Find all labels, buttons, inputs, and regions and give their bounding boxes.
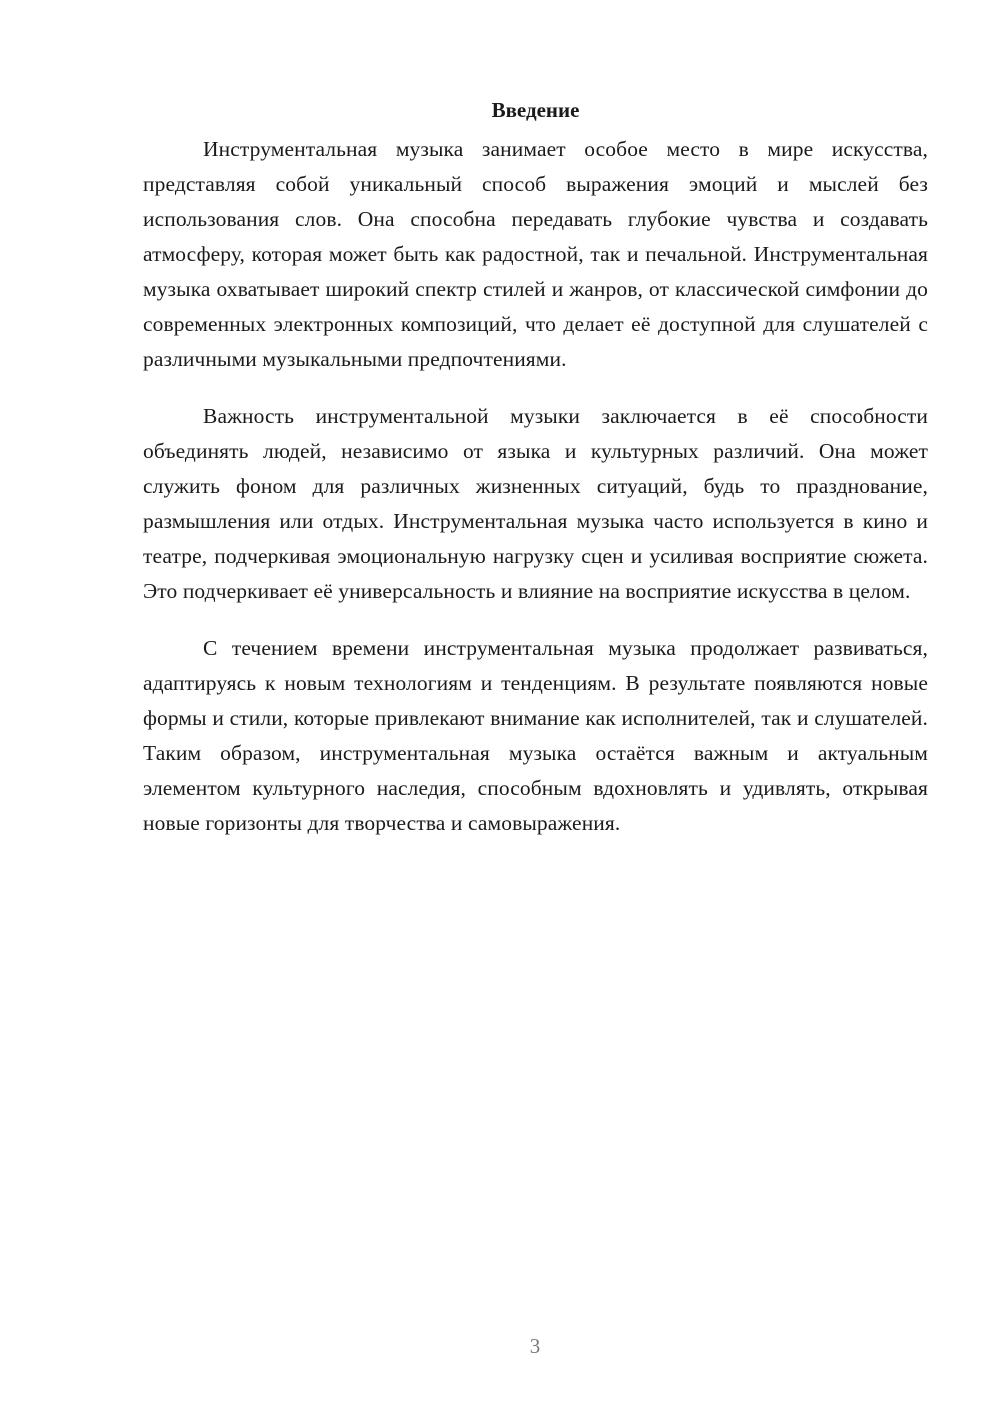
paragraph-3: С течением времени инструментальная музыка продолжает развиваться, адаптируясь к новым технологиям и тенденциям. В результате появляются новые формы и стили, которые привлекают внимание как исполнителей, так и слушателей. Таким образом, инструментальная музыка остаётся важным и актуальным элементом культурного наследия, способным вдохновлять и удивлять, открывая новые горизонты для творчества и самовыражения. — [143, 636, 928, 835]
document-body — [143, 96, 928, 863]
paragraph-1: Инструментальная музыка занимает особое место в мире искусства, представляя собой уникальный способ выражения эмоций и мыслей без использования слов. Она способна передавать глубокие чувства и создавать атмосферу, которая может быть как радостной, так и печальной. Инструментальная музыка охватывает широкий спектр стилей и жанров, от классической симфонии до современных электронных композиций, что делает её доступной для слушателей с различными музыкальными предпочтениями. — [143, 137, 928, 371]
page-number: 3 — [529, 1334, 541, 1358]
paragraph-2: Важность инструментальной музыки заключается в её способности объединять людей, независимо от языка и культурных различий. Она может служить фоном для различных жизненных ситуаций, будь то празднование, размышления или отдых. Инструментальная музыка часто используется в кино и театре, подчеркивая эмоциональную нагрузку сцен и усиливая восприятие сюжета. Это подчеркивает её универсальность и влияние на восприятие искусства в целом. — [143, 404, 928, 603]
section-title: Введение — [491, 98, 580, 122]
